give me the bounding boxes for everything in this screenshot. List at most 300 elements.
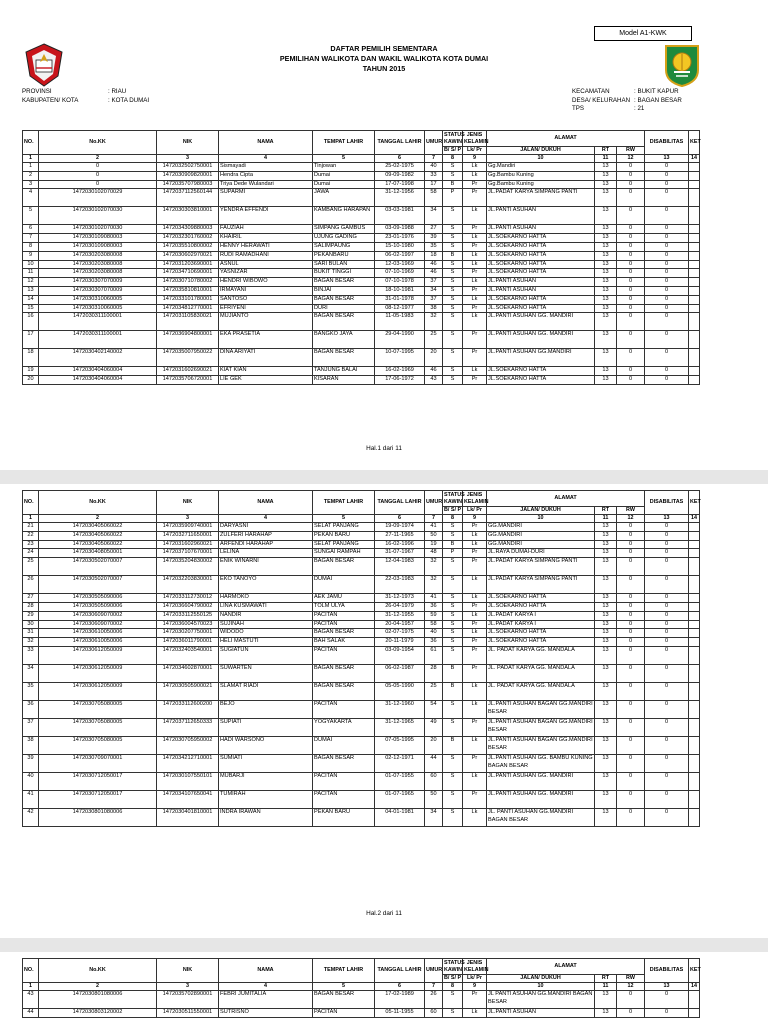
cell-no: 9	[23, 251, 39, 260]
cell-disabilitas: 0	[645, 189, 689, 207]
cell-nokk: 1472030712050017	[39, 772, 157, 790]
cell-rw: 0	[617, 278, 645, 287]
header-disabilitas: DISABILITAS	[645, 959, 689, 983]
cell-tanggal-lahir: 17-06-1972	[375, 376, 425, 385]
cell-tempat-lahir: SELAT PANJANG	[313, 523, 375, 532]
cell-no: 22	[23, 531, 39, 540]
cell-nik: 1472035007950022	[157, 349, 219, 367]
cell-tempat-lahir: DURI	[313, 304, 375, 313]
cell-nik: 1472035204830002	[157, 558, 219, 576]
cell-status: S	[443, 295, 463, 304]
header-ket: KET	[689, 959, 700, 983]
cell-nama: HADI WARSONO	[219, 736, 313, 754]
cell-nik: 1472030602970021	[157, 251, 219, 260]
cell-jenis-kelamin: Pr	[463, 646, 487, 664]
cell-disabilitas: 0	[645, 754, 689, 772]
header-rt: RT	[595, 507, 617, 515]
column-number: 2	[39, 515, 157, 523]
table-row	[23, 808, 700, 826]
cell-tempat-lahir: PEKANBARU	[313, 251, 375, 260]
table-row	[23, 180, 700, 189]
cell-status: S	[443, 234, 463, 243]
cell-nama: SUPARMI	[219, 189, 313, 207]
cell-ket	[689, 278, 700, 287]
header-status-code: B/ S/ P	[444, 975, 462, 981]
cell-rw: 0	[617, 638, 645, 647]
table-row	[23, 558, 700, 576]
column-number: 1	[23, 983, 39, 991]
cell-status: S	[443, 718, 463, 736]
cell-nokk: 1472030801080006	[39, 991, 157, 1009]
column-number: 1	[23, 155, 39, 163]
column-number: 9	[463, 983, 487, 991]
cell-jenis-kelamin: Pr	[463, 664, 487, 682]
table-row	[23, 286, 700, 295]
header-status-code: B/ S/ P	[444, 147, 462, 153]
cell-nokk: 1472030102070030	[39, 207, 157, 225]
cell-nokk: 1472030612050009	[39, 682, 157, 700]
cell-tanggal-lahir: 03-03-1981	[375, 207, 425, 225]
cell-nama: ZULFERI HARAHAP	[219, 531, 313, 540]
cell-no: 32	[23, 638, 39, 647]
cell-rt: 13	[595, 531, 617, 540]
cell-nama: DARYASNI	[219, 523, 313, 532]
voter-table	[22, 958, 700, 1018]
cell-rt: 13	[595, 225, 617, 234]
table-row	[23, 540, 700, 549]
column-number: 7	[425, 983, 443, 991]
cell-tanggal-lahir: 06-02-1997	[375, 251, 425, 260]
cell-nokk: 1472030705080005	[39, 700, 157, 718]
cell-disabilitas: 0	[645, 700, 689, 718]
cell-tanggal-lahir: 11-05-1983	[375, 313, 425, 331]
cell-tanggal-lahir: 01-07-1965	[375, 790, 425, 808]
cell-ket	[689, 611, 700, 620]
cell-tempat-lahir: BAGAN BESAR	[313, 629, 375, 638]
cell-rt: 13	[595, 558, 617, 576]
cell-ket	[689, 531, 700, 540]
cell-no: 5	[23, 207, 39, 225]
cell-nokk: 1472030405060022	[39, 540, 157, 549]
cell-jalan: JL.PANTI ASUHAN GG. BAMBU KUNING BAGAN BESAR	[487, 754, 595, 772]
cell-rw: 0	[617, 549, 645, 558]
cell-umur: 40	[425, 629, 443, 638]
header-alamat: ALAMAT	[487, 959, 645, 975]
cell-umur: 41	[425, 594, 443, 603]
cell-no: 30	[23, 620, 39, 629]
cell-ket	[689, 242, 700, 251]
cell-disabilitas: 0	[645, 772, 689, 790]
table-row	[23, 376, 700, 385]
cell-rt: 13	[595, 629, 617, 638]
cell-jenis-kelamin: Pr	[463, 718, 487, 736]
cell-nokk: 1472030203080008	[39, 251, 157, 260]
cell-rw: 0	[617, 646, 645, 664]
cell-rw: 0	[617, 295, 645, 304]
cell-disabilitas: 0	[645, 602, 689, 611]
cell-jenis-kelamin: Pr	[463, 376, 487, 385]
cell-rw: 0	[617, 700, 645, 718]
cell-nik: 1472035706720001	[157, 376, 219, 385]
cell-ket	[689, 163, 700, 172]
cell-status: S	[443, 638, 463, 647]
cell-status: S	[443, 331, 463, 349]
cell-jenis-kelamin: Lk	[463, 772, 487, 790]
meta-label: DESA/ KELURAHAN	[572, 96, 631, 104]
cell-disabilitas: 0	[645, 313, 689, 331]
table-row	[23, 638, 700, 647]
cell-nokk: 1472030203080008	[39, 269, 157, 278]
cell-umur: 19	[425, 540, 443, 549]
cell-no: 15	[23, 304, 39, 313]
cell-umur: 33	[425, 171, 443, 180]
header-alamat: ALAMAT	[487, 131, 645, 147]
cell-nama: KIAT KIAN	[219, 367, 313, 376]
cell-tanggal-lahir: 07-10-1969	[375, 269, 425, 278]
cell-tanggal-lahir: 31-07-1967	[375, 549, 425, 558]
cell-umur: 37	[425, 295, 443, 304]
cell-tempat-lahir: YOGYAKARTA	[313, 718, 375, 736]
cell-nik: 1472034710690001	[157, 269, 219, 278]
header-tanggal-lahir: TANGGAL LAHIR	[375, 491, 425, 515]
cell-tempat-lahir: PACITAN	[313, 646, 375, 664]
cell-jalan: JL.PANTI ASUHAN GG.MANDIRI	[487, 349, 595, 367]
cell-tanggal-lahir: 26-04-1979	[375, 602, 425, 611]
cell-jalan: JL.PANTI ASUHAN	[487, 1009, 595, 1018]
cell-disabilitas: 0	[645, 549, 689, 558]
cell-tempat-lahir: BANGKO JAYA	[313, 331, 375, 349]
document-page-2	[0, 484, 768, 950]
cell-jenis-kelamin: Pr	[463, 189, 487, 207]
cell-rw: 0	[617, 189, 645, 207]
cell-jalan: JL.PANTI ASUHAN GG. MANDIRI	[487, 313, 595, 331]
header-rw: RW	[617, 147, 645, 155]
table-row	[23, 331, 700, 349]
cell-rw: 0	[617, 620, 645, 629]
cell-rw: 0	[617, 531, 645, 540]
header-disabilitas: DISABILITAS	[645, 491, 689, 515]
cell-status: S	[443, 754, 463, 772]
cell-nama: ARFENDI HARAHAP	[219, 540, 313, 549]
cell-nama: SLAMAT RIADI	[219, 682, 313, 700]
cell-jalan: JL.PANTI ASUHAN GG. MANDIRI	[487, 772, 595, 790]
cell-tanggal-lahir: 09-09-1982	[375, 171, 425, 180]
cell-nokk: 1472030203080008	[39, 260, 157, 269]
cell-no: 28	[23, 602, 39, 611]
meta-value: : RIAU	[108, 88, 127, 95]
cell-disabilitas: 0	[645, 629, 689, 638]
cell-ket	[689, 754, 700, 772]
column-number: 4	[219, 155, 313, 163]
cell-jenis-kelamin: Lk	[463, 260, 487, 269]
cell-nama: HARMOKO	[219, 594, 313, 603]
column-number: 4	[219, 515, 313, 523]
cell-jenis-kelamin: Pr	[463, 523, 487, 532]
cell-nokk: 1472030610050006	[39, 638, 157, 647]
table-row	[23, 576, 700, 594]
cell-nokk: 1472030404060004	[39, 376, 157, 385]
cell-rt: 13	[595, 1009, 617, 1018]
cell-tempat-lahir: SUNGAI RAMPAH	[313, 549, 375, 558]
cell-nik: 1472033112730012	[157, 594, 219, 603]
cell-rt: 13	[595, 772, 617, 790]
header-alamat: ALAMAT	[487, 491, 645, 507]
cell-nik: 1472034107650041	[157, 790, 219, 808]
cell-rt: 13	[595, 376, 617, 385]
table-row	[23, 523, 700, 532]
cell-nik: 1472037107670001	[157, 549, 219, 558]
cell-ket	[689, 180, 700, 189]
cell-rw: 0	[617, 772, 645, 790]
cell-disabilitas: 0	[645, 171, 689, 180]
cell-jalan: JL.SOEKARNO HATTA	[487, 602, 595, 611]
cell-disabilitas: 0	[645, 207, 689, 225]
cell-nokk: 1472030609070002	[39, 620, 157, 629]
column-number: 13	[645, 515, 689, 523]
cell-rt: 13	[595, 790, 617, 808]
cell-no: 26	[23, 576, 39, 594]
cell-nama: WIDODO	[219, 629, 313, 638]
cell-status: S	[443, 278, 463, 287]
cell-rt: 13	[595, 163, 617, 172]
cell-nokk: 1472030502070007	[39, 558, 157, 576]
cell-umur: 44	[425, 754, 443, 772]
cell-disabilitas: 0	[645, 269, 689, 278]
meta-value: : 21	[634, 105, 645, 113]
cell-status: S	[443, 602, 463, 611]
cell-rw: 0	[617, 594, 645, 603]
cell-ket	[689, 700, 700, 718]
cell-nama: EFRIYENI	[219, 304, 313, 313]
table-row	[23, 207, 700, 225]
voter-table	[22, 130, 700, 385]
cell-rt: 13	[595, 991, 617, 1009]
cell-nama: IRMAYANI	[219, 286, 313, 295]
cell-tanggal-lahir: 17-07-1998	[375, 180, 425, 189]
cell-disabilitas: 0	[645, 234, 689, 243]
cell-nik: 1472030710780002	[157, 278, 219, 287]
cell-jenis-kelamin: Lk	[463, 171, 487, 180]
column-number: 6	[375, 155, 425, 163]
cell-jalan: JL. PADAT KARYA GG. MANDALA	[487, 664, 595, 682]
cell-jalan: JL. PANTI ASUHAN GG.MANDIRI BAGAN BESAR	[487, 808, 595, 826]
cell-nama: LELINA	[219, 549, 313, 558]
header-disabilitas: DISABILITAS	[645, 131, 689, 155]
cell-umur: 59	[425, 611, 443, 620]
cell-disabilitas: 0	[645, 367, 689, 376]
cell-ket	[689, 790, 700, 808]
column-number: 14	[689, 983, 700, 991]
header-nik: NIK	[157, 959, 219, 983]
cell-rt: 13	[595, 664, 617, 682]
cell-jenis-kelamin: Lk	[463, 611, 487, 620]
cell-ket	[689, 594, 700, 603]
cell-rw: 0	[617, 523, 645, 532]
cell-no: 37	[23, 718, 39, 736]
cell-rt: 13	[595, 331, 617, 349]
cell-rt: 13	[595, 620, 617, 629]
cell-rt: 13	[595, 611, 617, 620]
cell-nama: Hendra Cipta	[219, 171, 313, 180]
cell-tempat-lahir: BAGAN BESAR	[313, 991, 375, 1009]
cell-tanggal-lahir: 29-04-1990	[375, 331, 425, 349]
cell-umur: 41	[425, 523, 443, 532]
cell-nokk: 1472030505090006	[39, 594, 157, 603]
cell-rw: 0	[617, 171, 645, 180]
cell-disabilitas: 0	[645, 576, 689, 594]
cell-no: 38	[23, 736, 39, 754]
table-row	[23, 171, 700, 180]
cell-nik: 1472030207750001	[157, 629, 219, 638]
cell-ket	[689, 225, 700, 234]
cell-tempat-lahir: PACITAN	[313, 700, 375, 718]
cell-tempat-lahir: SIMPANG GAMBUS	[313, 225, 375, 234]
cell-rt: 13	[595, 180, 617, 189]
cell-jenis-kelamin: Lk	[463, 540, 487, 549]
cell-nik: 1472034309880003	[157, 225, 219, 234]
cell-no: 42	[23, 808, 39, 826]
cell-nama: INDRA IRAWAN	[219, 808, 313, 826]
cell-tanggal-lahir: 31-12-1956	[375, 189, 425, 207]
cell-disabilitas: 0	[645, 163, 689, 172]
cell-no: 41	[23, 790, 39, 808]
cell-disabilitas: 0	[645, 808, 689, 826]
cell-tempat-lahir: DUMAI	[313, 576, 375, 594]
cell-status: S	[443, 286, 463, 295]
cell-status: S	[443, 646, 463, 664]
cell-ket	[689, 576, 700, 594]
table-row	[23, 251, 700, 260]
cell-rw: 0	[617, 718, 645, 736]
cell-jalan: JL. PADAT KARYA GG. MANDALA	[487, 646, 595, 664]
cell-tanggal-lahir: 31-12-1973	[375, 594, 425, 603]
cell-no: 40	[23, 772, 39, 790]
cell-ket	[689, 331, 700, 349]
cell-no: 11	[23, 269, 39, 278]
cell-nik: 1472035810810001	[157, 286, 219, 295]
header-nama: NAMA	[219, 491, 313, 515]
cell-jenis-kelamin: Pr	[463, 549, 487, 558]
cell-ket	[689, 638, 700, 647]
cell-jenis-kelamin: Lk	[463, 207, 487, 225]
meta-value: : KOTA DUMAI	[108, 96, 150, 104]
table-row	[23, 682, 700, 700]
cell-status: S	[443, 376, 463, 385]
cell-status: S	[443, 629, 463, 638]
cell-umur: 32	[425, 313, 443, 331]
cell-jalan: JL.SOEKARNO HATTA	[487, 295, 595, 304]
column-number: 12	[617, 515, 645, 523]
table-row	[23, 234, 700, 243]
cell-no: 34	[23, 664, 39, 682]
cell-ket	[689, 736, 700, 754]
cell-rw: 0	[617, 207, 645, 225]
cell-no: 19	[23, 367, 39, 376]
cell-nik: 1472030505900021	[157, 682, 219, 700]
cell-rw: 0	[617, 180, 645, 189]
cell-jalan: JL.PANTI ASUHAN	[487, 207, 595, 225]
cell-no: 25	[23, 558, 39, 576]
cell-jalan: JL.SOEKARNO HATTA	[487, 242, 595, 251]
cell-tempat-lahir: BAH SALAK	[313, 638, 375, 647]
cell-no: 6	[23, 225, 39, 234]
cell-rt: 13	[595, 242, 617, 251]
table-row	[23, 790, 700, 808]
cell-rt: 13	[595, 594, 617, 603]
meta-label: PROVINSI	[22, 88, 52, 95]
cell-nokk: 1472030310060005	[39, 295, 157, 304]
meta-label: KABUPATEN/ KOTA	[22, 96, 79, 104]
cell-tanggal-lahir: 05-05-1990	[375, 682, 425, 700]
cell-jenis-kelamin: Lk	[463, 682, 487, 700]
cell-umur: 20	[425, 736, 443, 754]
cell-jalan: JL PANTI ASUHAN GG.MANDIRI BAGAN BESAR	[487, 991, 595, 1009]
cell-umur: 50	[425, 531, 443, 540]
cell-tanggal-lahir: 31-01-1978	[375, 295, 425, 304]
meta-value: : BAGAN BESAR	[634, 96, 682, 104]
column-number: 14	[689, 515, 700, 523]
cell-status: P	[443, 189, 463, 207]
cell-nik: 1472035707980003	[157, 180, 219, 189]
cell-nama: SUMIATI	[219, 754, 313, 772]
cell-disabilitas: 0	[645, 638, 689, 647]
cell-ket	[689, 349, 700, 367]
cell-disabilitas: 0	[645, 682, 689, 700]
cell-tanggal-lahir: 15-10-1980	[375, 242, 425, 251]
table-row	[23, 736, 700, 754]
cell-rw: 0	[617, 602, 645, 611]
cell-disabilitas: 0	[645, 225, 689, 234]
cell-tanggal-lahir: 02-07-1975	[375, 629, 425, 638]
cell-nama: SUPIATI	[219, 718, 313, 736]
cell-nama: HELI MASTUTI	[219, 638, 313, 647]
cell-status: B	[443, 180, 463, 189]
cell-jalan: JL.PANTI ASUHAN	[487, 225, 595, 234]
cell-umur: 58	[425, 620, 443, 629]
table-row	[23, 549, 700, 558]
table-row	[23, 629, 700, 638]
cell-no: 13	[23, 286, 39, 295]
voter-table	[22, 490, 700, 827]
cell-nik: 1472036604790002	[157, 602, 219, 611]
cell-tempat-lahir: BINJAI	[313, 286, 375, 295]
cell-jalan: JL.SOEKARNO HATTA	[487, 629, 595, 638]
cell-status: S	[443, 790, 463, 808]
cell-jenis-kelamin: Lk	[463, 251, 487, 260]
cell-status: S	[443, 576, 463, 594]
cell-disabilitas: 0	[645, 611, 689, 620]
header-tanggal-lahir: TANGGAL LAHIR	[375, 131, 425, 155]
column-number: 12	[617, 155, 645, 163]
header-umur: UMUR	[425, 959, 443, 983]
page-separator	[0, 470, 768, 484]
document-title	[160, 44, 608, 74]
cell-rw: 0	[617, 260, 645, 269]
cell-jenis-kelamin: Pr	[463, 304, 487, 313]
column-number: 13	[645, 155, 689, 163]
meta-label: KECAMATAN	[572, 88, 610, 95]
cell-rw: 0	[617, 367, 645, 376]
cell-ket	[689, 991, 700, 1009]
cell-disabilitas: 0	[645, 991, 689, 1009]
cell-tempat-lahir: BAGAN BESAR	[313, 558, 375, 576]
header-no: NO.	[23, 491, 39, 515]
cell-rt: 13	[595, 736, 617, 754]
header-jalan: JALAN/ DUKUH	[487, 975, 595, 983]
document-page-1	[0, 0, 768, 470]
cell-rw: 0	[617, 286, 645, 295]
meta-value: : BUKIT KAPUR	[634, 88, 679, 95]
